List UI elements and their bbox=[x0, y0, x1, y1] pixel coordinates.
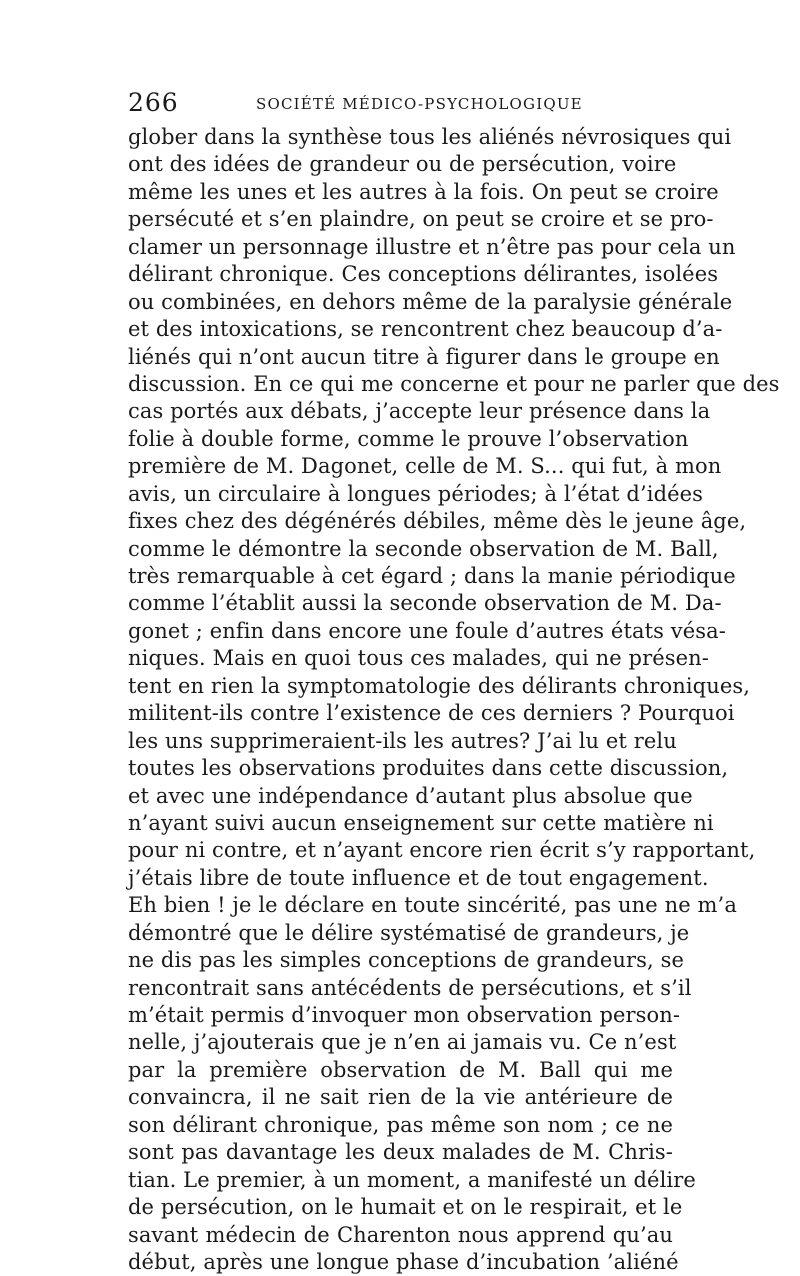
text-line: niques. Mais en quoi tous ces malades, qui ne présen- bbox=[128, 646, 709, 671]
page-number: 266 bbox=[128, 88, 179, 117]
text-line: liénés qui n’ont aucun titre à figurer dans le groupe en bbox=[128, 344, 720, 369]
text-line: comme l’établit aussi la seconde observation de M. Da- bbox=[128, 591, 722, 616]
text-line: ou combinées, en dehors même de la paralysie générale bbox=[128, 289, 733, 314]
text-line: m’était permis d’invoquer mon observation person- bbox=[128, 1003, 681, 1027]
running-head bbox=[128, 88, 673, 118]
text-line: les uns supprimeraient-ils les autres? J’ai lu et relu bbox=[128, 728, 677, 753]
running-title: SOCIÉTÉ MÉDICO-PSYCHOLOGIQUE bbox=[256, 95, 583, 113]
text-line: j’étais libre de toute influence et de tout engagement. bbox=[128, 865, 709, 890]
text-line: clamer un personnage illustre et n’être pas pour cela un bbox=[128, 234, 736, 259]
text-line: tian. Le premier, à un moment, a manifesté un délire bbox=[128, 1167, 696, 1192]
text-line: et avec une indépendance d’autant plus absolue que bbox=[128, 783, 693, 808]
text-line: comme le démontre la seconde observation de M. Ball, bbox=[128, 536, 719, 561]
text-line: ne dis pas les simples conceptions de grandeurs, se bbox=[128, 948, 684, 973]
text-line: très remarquable à cet égard ; dans la manie périodique bbox=[128, 564, 736, 588]
text-line: Eh bien ! je le déclare en toute sincérité, pas une ne m’a bbox=[128, 893, 737, 918]
text-line: même les unes et les autres à la fois. On peut se croire bbox=[128, 179, 719, 204]
text-line: début, après une longue phase d’incubation ’aliéné bbox=[128, 1249, 679, 1274]
text-line: tent en rien la symptomatologie des délirants chroniques, bbox=[128, 673, 751, 698]
text-line: son délirant chronique, pas même son nom ; ce ne bbox=[128, 1112, 673, 1137]
text-line: nelle, j’ajouterais que je n’en ai jamais vu. Ce n’est bbox=[128, 1030, 677, 1055]
text-line: glober dans la synthèse tous les aliénés névrosiques qui bbox=[128, 125, 732, 149]
text-line: de persécution, on le humait et on le respirait, et le bbox=[128, 1195, 683, 1220]
text-line: toutes les observations produites dans cette discussion, bbox=[128, 756, 729, 781]
text-line: et des intoxications, se rencontrent chez beaucoup d’a- bbox=[128, 317, 723, 342]
text-line: avis, un circulaire à longues périodes; à l’état d’idées bbox=[128, 481, 704, 506]
text-line: première de M. Dagonet, celle de M. S... qui fut, à mon bbox=[128, 454, 722, 479]
text-line: cas portés aux débats, j’accepte leur présence dans la bbox=[128, 399, 711, 424]
text-line: pour ni contre, et n’ayant encore rien écrit s’y rapportant, bbox=[128, 838, 756, 863]
text-line: n’ayant suivi aucun enseignement sur cette matière ni bbox=[128, 810, 714, 835]
text-line: ont des idées de grandeur ou de persécution, voire bbox=[128, 152, 677, 177]
text-line: sont pas davantage les deux malades de M. Chris- bbox=[128, 1140, 673, 1165]
text-line: par la première observation de M. Ball qui me bbox=[128, 1057, 673, 1082]
text-line: délirant chronique. Ces conceptions délirantes, isolées bbox=[128, 262, 719, 287]
text-line: démontré que le délire systématisé de grandeurs, je bbox=[128, 920, 690, 945]
text-line: militent-ils contre l’existence de ces derniers ? Pourquoi bbox=[128, 701, 735, 726]
text-line: gonet ; enfin dans encore une foule d’autres états vésa- bbox=[128, 618, 726, 643]
text-line: folie à double forme, comme le prouve l’observation bbox=[128, 426, 689, 451]
text-line: discussion. En ce qui me concerne et pour ne parler que des bbox=[128, 371, 780, 396]
text-line: rencontrait sans antécédents de persécutions, et s’il bbox=[128, 975, 692, 1000]
text-line: fixes chez des dégénérés débiles, même dès le jeune âge, bbox=[128, 509, 747, 534]
text-line: savant médecin de Charenton nous apprend qu’au bbox=[128, 1222, 673, 1247]
text-line: convaincra, il ne sait rien de la vie antérieure de bbox=[128, 1085, 673, 1110]
text-line: persécuté et s’en plaindre, on peut se croire et se pro- bbox=[128, 207, 714, 232]
body-text bbox=[128, 124, 780, 1276]
